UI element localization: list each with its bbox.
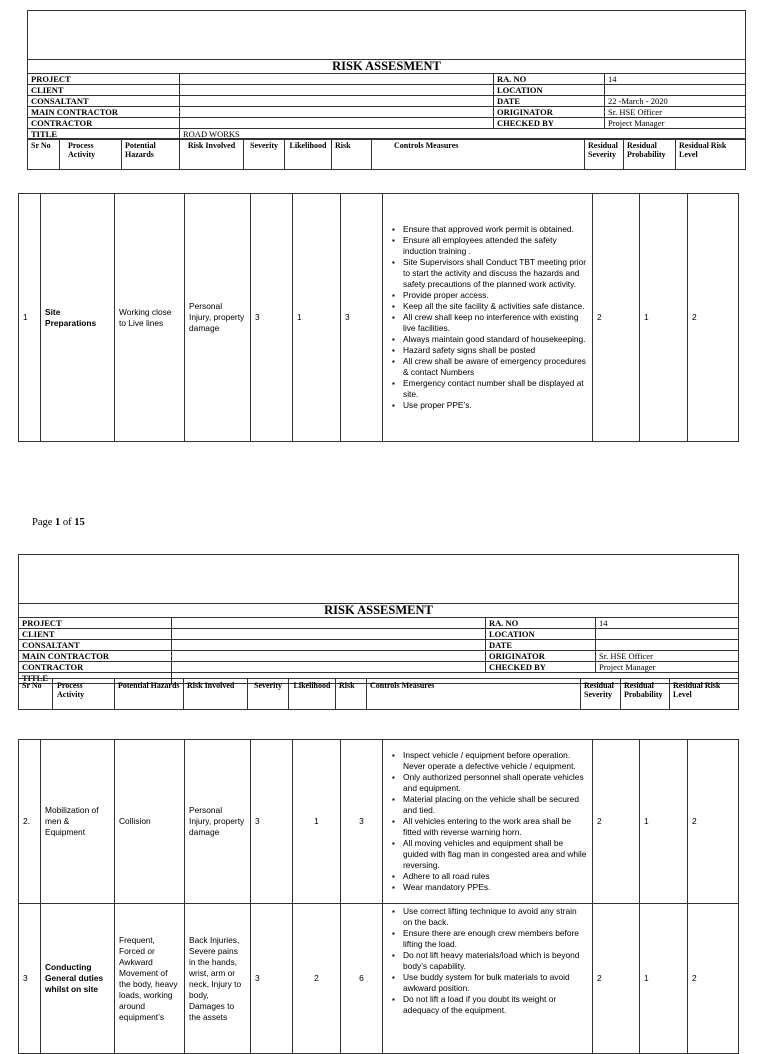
header-blank-area: [28, 11, 746, 60]
control-measure-item: ▪ All vehicles entering to the work area shall be fitted with reverse warning horn.: [403, 816, 588, 838]
row-controls: [383, 194, 593, 442]
row-residual-severity: 2: [593, 740, 640, 904]
col-residual-risk-level: Residual Risk Level: [676, 139, 746, 170]
col-residual-severity: Residual Severity: [585, 139, 624, 170]
control-measure-item: ▪ All crew shall be aware of emergency procedures & contact Numbers: [403, 356, 588, 378]
control-measure-item: ▪ Ensure all employees attended the safety induction training .: [403, 235, 588, 257]
control-measure-item: ▪ Use correct lifting technique to avoid any strain on the back.: [403, 906, 588, 928]
header-table: [27, 10, 746, 140]
col-potential-hazards: Potential Hazards: [115, 679, 184, 710]
row-sr-no: 1: [19, 194, 41, 442]
client-label: CLIENT: [28, 85, 180, 96]
row-risk-involved: Back Injuries, Severe pains in the hands, wrist, arm or neck, Injury to body, Damages to the assets: [185, 904, 251, 1054]
row-residual-risk-level: 2: [688, 740, 739, 904]
row-severity: 3: [251, 194, 293, 442]
table-row: [19, 740, 739, 904]
row-residual-probability: 1: [640, 904, 688, 1054]
col-severity: Severity: [248, 679, 289, 710]
contractor-value: [172, 662, 486, 673]
main-contractor-label: MAIN CONTRACTOR: [19, 651, 172, 662]
row-residual-severity: 2: [593, 904, 640, 1054]
row-hazards: Frequent, Forced or Awkward Movement of the body, heavy loads, working around equipment’s: [115, 904, 185, 1054]
consultant-value: [180, 96, 494, 107]
location-label: LOCATION: [486, 629, 596, 640]
row-likelihood: 2: [293, 904, 341, 1054]
header-table: [18, 554, 739, 684]
row-severity: 3: [251, 740, 293, 904]
row-activity: Mobilization of men & Equipment: [41, 740, 115, 904]
control-measure-item: ▪ Ensure that approved work permit is obtained.: [403, 224, 588, 235]
col-potential-hazards: Potential Hazards: [122, 139, 180, 170]
row-residual-risk-level: 2: [688, 904, 739, 1054]
row-activity: Site Preparations: [41, 194, 115, 442]
row-risk: 3: [341, 194, 383, 442]
col-severity: Severity: [244, 139, 285, 170]
row-residual-probability: 1: [640, 740, 688, 904]
control-measure-item: ▪ Use proper PPE’s.: [403, 400, 588, 411]
date-value: [596, 640, 739, 651]
col-likelihood: Likelihood: [289, 679, 336, 710]
row-sr-no: 3: [19, 904, 41, 1054]
row-sr-no: 2.: [19, 740, 41, 904]
date-label: DATE: [486, 640, 596, 651]
location-value: [596, 629, 739, 640]
col-residual-severity: Residual Severity: [581, 679, 621, 710]
document-title: RISK ASSESMENT: [19, 604, 739, 618]
title-value: ROAD WORKS: [180, 129, 746, 140]
date-label: DATE: [494, 96, 605, 107]
control-measure-item: ▪ Material placing on the vehicle shall be secured and tied.: [403, 794, 588, 816]
page-number-total: 15: [74, 517, 85, 528]
consultant-label: CONSALTANT: [28, 96, 180, 107]
col-controls: Controls Measures: [367, 679, 581, 710]
project-value: [172, 618, 486, 629]
checked-by-value: Project Manager: [596, 662, 739, 673]
column-header-table: [27, 138, 746, 170]
client-label: CLIENT: [19, 629, 172, 640]
control-measure-item: ▪ Keep all the site facility & activities safe distance.: [403, 301, 588, 312]
row-risk-involved: Personal Injury, property damage: [185, 194, 251, 442]
table-row: [19, 904, 739, 1054]
page-number: [32, 517, 85, 528]
col-risk: Risk: [336, 679, 367, 710]
contractor-label: CONTRACTOR: [28, 118, 180, 129]
col-residual-probability: Residual Probability: [621, 679, 670, 710]
project-label: PROJECT: [28, 74, 180, 85]
ra-no-label: RA. NO: [486, 618, 596, 629]
date-value: 22 -March - 2020: [605, 96, 746, 107]
main-contractor-value: [172, 651, 486, 662]
row-residual-risk-level: 2: [688, 194, 739, 442]
row-activity: Conducting General duties whilst on site: [41, 904, 115, 1054]
checked-by-label: CHECKED BY: [494, 118, 605, 129]
row-residual-severity: 2: [593, 194, 640, 442]
project-value: [180, 74, 494, 85]
col-sr-no: Sr No: [19, 679, 53, 710]
main-contractor-label: MAIN CONTRACTOR: [28, 107, 180, 118]
row-risk: 3: [341, 740, 383, 904]
ra-no-value: 14: [605, 74, 746, 85]
control-measure-item: ▪ All moving vehicles and equipment shall be guided with flag man in congested area and while reversing.: [403, 838, 588, 871]
control-measure-item: ▪ Ensure there are enough crew members before lifting the load.: [403, 928, 588, 950]
contractor-label: CONTRACTOR: [19, 662, 172, 673]
row-risk-involved: Personal Injury, property damage: [185, 740, 251, 904]
col-process-activity: Process Activity: [60, 139, 122, 170]
project-label: PROJECT: [19, 618, 172, 629]
client-value: [172, 629, 486, 640]
page-number-current: 1: [55, 517, 61, 528]
col-risk: Risk: [332, 139, 372, 170]
col-residual-risk-level: Residual Risk Level: [670, 679, 739, 710]
control-measure-item: ▪ Inspect vehicle / equipment before operation. Never operate a defective vehicle / equipment.: [403, 750, 588, 772]
ra-no-value: 14: [596, 618, 739, 629]
control-measure-item: ▪ Hazard safety signs shall be posted: [403, 345, 588, 356]
page-number-of: of: [60, 517, 75, 528]
contractor-value: [180, 118, 494, 129]
page-number-prefix: Page: [32, 517, 56, 528]
control-measure-item: ▪ Do not lift heavy materials/load which is beyond body’s capability.: [403, 950, 588, 972]
control-measure-item: ▪ Provide proper access.: [403, 290, 588, 301]
row-controls: [383, 904, 593, 1054]
row-severity: 3: [251, 904, 293, 1054]
originator-label: ORIGINATOR: [494, 107, 605, 118]
row-likelihood: 1: [293, 740, 341, 904]
originator-label: ORIGINATOR: [486, 651, 596, 662]
col-controls: Controls Measures: [372, 139, 585, 170]
control-measure-item: ▪ Do not lift a load if you doubt its weight or adequacy of the equipment.: [403, 994, 588, 1016]
ra-no-label: RA. NO: [494, 74, 605, 85]
row-hazards: Collision: [115, 740, 185, 904]
row-controls: [383, 740, 593, 904]
control-measure-item: ▪ Use buddy system for bulk materials to avoid awkward position.: [403, 972, 588, 994]
controls-list: [387, 750, 588, 893]
consultant-label: CONSALTANT: [19, 640, 172, 651]
controls-list: [387, 906, 588, 1016]
header-blank-area: [19, 555, 739, 604]
col-likelihood: Likelihood: [285, 139, 332, 170]
row-hazards: Working close to Live lines: [115, 194, 185, 442]
main-contractor-value: [180, 107, 494, 118]
control-measure-item: ▪ Site Supervisors shall Conduct TBT meeting prior to start the activity and discuss the hazards and safety precautions of the planned work activity.: [403, 257, 588, 290]
originator-value: Sr. HSE Officer: [605, 107, 746, 118]
risk-table-page-2: [18, 739, 739, 1054]
control-measure-item: ▪ Adhere to all road rules: [403, 871, 588, 882]
col-sr-no: Sr No: [28, 139, 60, 170]
originator-value: Sr. HSE Officer: [596, 651, 739, 662]
control-measure-item: ▪ Wear mandatory PPEs.: [403, 882, 588, 893]
control-measure-item: ▪ All crew shall keep no interference with existing live facilities.: [403, 312, 588, 334]
controls-list: [387, 224, 588, 411]
title-label: TITLE: [28, 129, 180, 140]
row-likelihood: 1: [293, 194, 341, 442]
table-row: [19, 194, 739, 442]
control-measure-item: ▪ Emergency contact number shall be displayed at site.: [403, 378, 588, 400]
control-measure-item: ▪ Only authorized personnel shall operate vehicles and equipment.: [403, 772, 588, 794]
col-risk-involved: Risk Involved: [184, 679, 248, 710]
title-label: TITLE: [19, 673, 172, 684]
location-value: [605, 85, 746, 96]
row-residual-probability: 1: [640, 194, 688, 442]
checked-by-value: Project Manager: [605, 118, 746, 129]
row-risk: 6: [341, 904, 383, 1054]
control-measure-item: ▪ Always maintain good standard of housekeeping.: [403, 334, 588, 345]
document-title: RISK ASSESMENT: [28, 60, 746, 74]
consultant-value: [172, 640, 486, 651]
col-residual-probability: Residual Probability: [624, 139, 676, 170]
client-value: [180, 85, 494, 96]
column-header-table: [18, 678, 739, 710]
risk-table-page-1: [18, 193, 739, 442]
col-risk-involved: Risk Involved: [180, 139, 244, 170]
location-label: LOCATION: [494, 85, 605, 96]
col-process-activity: Process Activity: [53, 679, 115, 710]
checked-by-label: CHECKED BY: [486, 662, 596, 673]
